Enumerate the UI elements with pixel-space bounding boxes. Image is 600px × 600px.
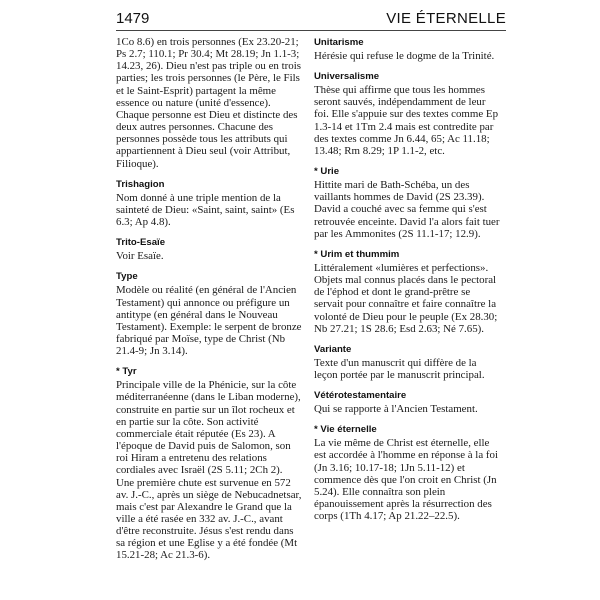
entry-heading: Unitarisme: [314, 37, 364, 48]
entry-trinite-continued: [116, 36, 302, 170]
entry-text: La vie même de Christ est éternelle, elle est accordée à l'homme en réponse à la foi (Jn 3.16; 10.17-18; 1Jn 5.11-12) et commence dès que l'on croit en Christ (Jn 5.24). Elle connaîtra son plein épanouissement après la résurrection des corps (1Th 4.17; Ap 21.22–22.5).: [314, 437, 498, 523]
entry-heading: Vétérotestamentaire: [314, 390, 407, 402]
entry-trito-esaie: [116, 236, 302, 262]
left-column: [116, 36, 302, 570]
entry-text: Voir Esaïe.: [116, 250, 164, 263]
running-title: VIE ÉTERNELLE: [386, 10, 506, 27]
page-header: [116, 10, 506, 30]
entry-urie: [314, 165, 500, 240]
entry-heading: * Urie: [314, 166, 340, 178]
page-number: 1479: [116, 10, 150, 27]
entry-heading: * Urim et thummim: [314, 248, 400, 260]
entry-trishagion: [116, 178, 302, 228]
entry-text: Littéralement «lumières et perfections». Objets mal connus placés dans le pectoral de l'éphod et dont le grand-prêtre se servait pour connaître et faire connaître la volonté de Dieu pour le peuple (Ex 28.30; Nb 27.21; 1S 28.6; Esd 2.63; Né 7.65).: [314, 261, 498, 335]
entry-text: Principale ville de la Phénicie, sur la côte méditerranéenne (dans le Liban moderne), construite en partie sur un îlot rocheux et en partie sur la côte. Son activité commerciale était réputée (Es 23). A l'époque de David puis de Salomon, son roi Hiram a entretenu des relations cordiales avec Israël (2S 5.11; 2Ch 2). Une première chute est survenue en 572 av. J.-C., après un siège de Nebucadnetsar, mais c'est par Alexandre le Grand que la ville a été rasée en 332 av. J.-C., avant d'être reconstruite. Jésus s'est rendu dans sa région et une Eglise y a été fondée (Mt 15.21-28; Ac 21.3-6).: [116, 379, 302, 562]
entry-text: Texte d'un manuscrit qui diffère de la leçon portée par le manuscrit principal.: [314, 356, 485, 381]
entry-heading: Variante: [314, 343, 352, 355]
entry-text: Hittite mari de Bath-Schéba, un des vaillants hommes de David (2S 23.39). David a couché avec sa femme qui s'est retrouvée enceinte. David l'a alors fait tuer par les Ammonites (2S 11.1-17; 12.9).: [314, 179, 500, 240]
entry-text: Modèle ou réalité (en général de l'Ancien Testament) qui annonce ou préfigure un antitype (en général dans le Nouveau Testament). Exemple: le serpent de bronze fabriqué par Moïse, type de Christ (Nb 21.4-9; Jn 3.14).: [116, 284, 302, 358]
entry-veterotestamentaire: [314, 389, 500, 415]
entry-vie-eternelle: [314, 423, 500, 522]
entry-heading: * Vie éternelle: [314, 424, 377, 436]
entry-variante: [314, 343, 500, 381]
entry-heading: Universalisme: [314, 71, 380, 83]
entry-heading: Type: [116, 271, 138, 283]
entry-heading: * Tyr: [116, 366, 137, 378]
entry-text: Thèse qui affirme que tous les hommes seront sauvés, indépendamment de leur foi. Elle s'appuie sur des textes comme Ep 1.3-14 et 1Tm 2.4 mais est contredite par des textes comme Jn 6.44, 65; Ac 11.18; 13.48; Rm 8.29; 1P 1.1-2, etc.: [314, 84, 499, 157]
entry-urim-et-thummim: [314, 248, 500, 335]
entry-text: Nom donné à une triple mention de la sainteté de Dieu: «Saint, saint, saint» (Es 6.3; Ap 4.8).: [116, 191, 295, 229]
entry-type: [116, 270, 302, 357]
entry-universalisme: [314, 70, 500, 157]
entry-text: 1Co 8.6) en trois personnes (Ex 23.20-21; Ps 2.7; 110.1; Pr 30.4; Mt 28.19; Jn 1.1-3; 14.23, 26). Dieu n'est pas triple ou en trois parties; les trois personnes (le Père, le Fils et le Saint-Esprit) partagent la même essence ou nature (unité d'essence). Chaque personne est Dieu et distincte des deux autres personnes. Chacune des personnes possède tous les attributs qui appartiennent à Dieu seul (voir Attribut, Filioque).: [116, 36, 301, 170]
right-column: [314, 36, 500, 530]
entry-text: Hérésie qui refuse le dogme de la Trinité.: [314, 50, 495, 62]
entry-tyr: [116, 365, 302, 561]
entry-unitarisme: [314, 36, 500, 62]
header-rule: [116, 30, 506, 31]
entry-text: Qui se rapporte à l'Ancien Testament.: [314, 403, 478, 416]
entry-heading: Trishagion: [116, 178, 165, 190]
entry-heading: Trito-Esaïe: [116, 237, 166, 249]
